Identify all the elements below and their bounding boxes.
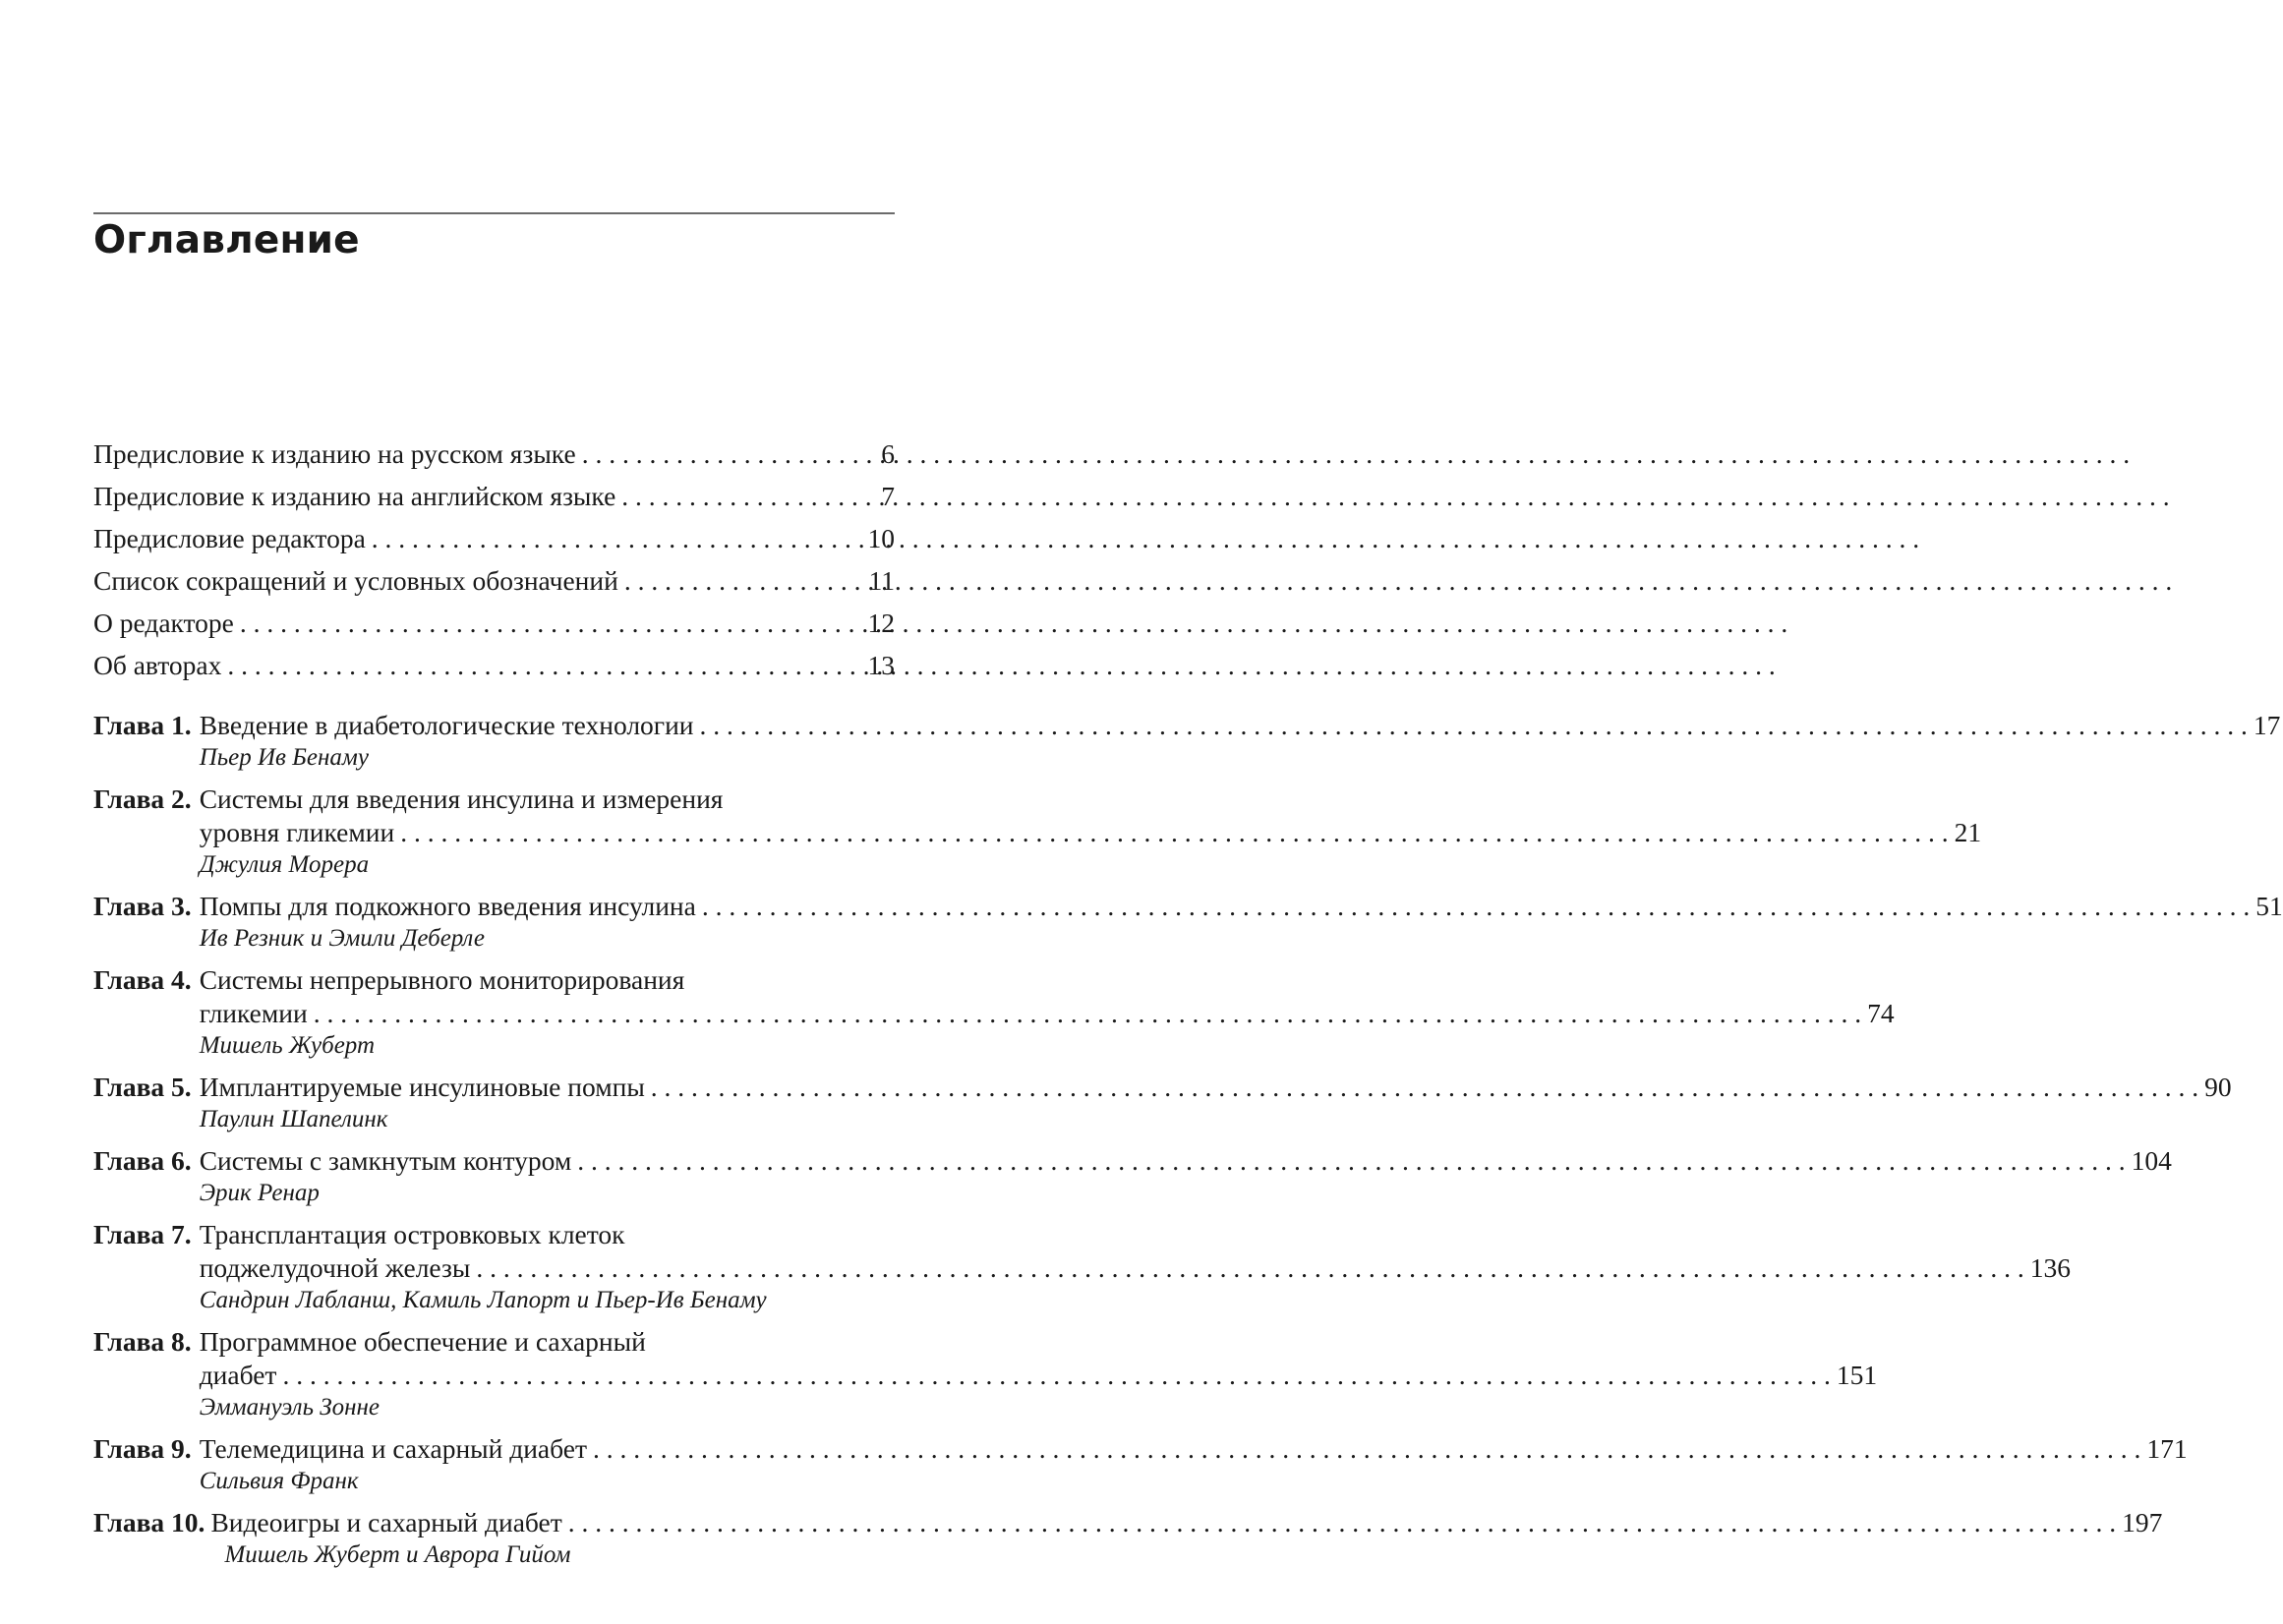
chapter-title-line: [200, 1432, 2188, 1466]
chapter-page: 151: [1836, 1360, 1878, 1390]
chapter-body: [200, 1325, 1877, 1423]
toc-entry[interactable]: [93, 608, 895, 650]
chapter-label: Глава 5.: [93, 1072, 192, 1102]
chapter-title-line: [200, 709, 2281, 742]
chapter-title-line: [200, 783, 1981, 816]
chapter-label: Глава 8.: [93, 1326, 192, 1357]
chapter-authors: Ив Резник и Эмили Деберле: [199, 925, 485, 952]
chapter-entry[interactable]: [93, 963, 1895, 1062]
chapter-authors: Пьер Ив Бенаму: [199, 744, 369, 771]
chapter-entry[interactable]: [93, 1144, 2172, 1209]
chapter-title: Имплантируемые инсулиновые помпы: [199, 1072, 645, 1102]
chapter-title-line: [200, 1144, 2172, 1178]
chapter-title: Системы с замкнутым контуром: [199, 1145, 572, 1176]
chapter-label: Глава 6.: [93, 1145, 192, 1176]
chapter-label: Глава 3.: [93, 891, 192, 921]
chapter-authors: Эрик Ренар: [199, 1180, 320, 1206]
dot-leader: [400, 816, 1948, 849]
chapter-body: [200, 890, 2283, 955]
chapter-title: Помпы для подкожного введения инсулина: [199, 891, 696, 921]
chapter-title: поджелудочной железы: [199, 1252, 471, 1283]
chapter-body: [200, 1218, 2071, 1316]
chapter-entry[interactable]: [93, 783, 1982, 881]
chapter-body: [200, 1144, 2172, 1209]
chapter-body: [210, 1506, 2162, 1571]
dot-leader: [227, 650, 861, 681]
toc-entry[interactable]: [93, 650, 895, 692]
front-matter-list: [93, 438, 895, 692]
chapter-list: [93, 709, 2283, 1571]
chapter-title: Системы для введения инсулина и измерения: [199, 783, 724, 814]
title-rule: [93, 212, 895, 214]
chapter-entry[interactable]: [93, 1325, 1878, 1423]
chapter-label: Глава 7.: [93, 1219, 192, 1249]
chapter-title-line: [200, 997, 1895, 1030]
chapter-entry[interactable]: [93, 709, 2281, 774]
chapter-body: [200, 963, 1895, 1062]
chapter-title: Трансплантация островковых клеток: [199, 1219, 625, 1249]
chapter-label: Глава 1.: [93, 710, 192, 740]
chapter-title-line: [210, 1506, 2162, 1539]
toc-entry-page: 7: [881, 481, 895, 511]
chapter-title: Телемедицина и сахарный диабет: [199, 1433, 587, 1464]
toc-entry-title: Список сокращений и условных обозначений: [93, 565, 618, 596]
chapter-title-line: [200, 816, 1981, 849]
chapter-page: 21: [1954, 817, 1982, 847]
chapter-title-line: [200, 890, 2283, 923]
dot-leader: [593, 1432, 2140, 1466]
toc-entry-page: 6: [881, 438, 895, 469]
chapter-page: 17: [2253, 710, 2281, 740]
chapter-page: 197: [2122, 1507, 2163, 1537]
dot-leader: [700, 709, 2248, 742]
chapter-authors: Мишель Жуберт: [199, 1032, 376, 1059]
chapter-label: Глава 9.: [93, 1433, 192, 1464]
toc-entry[interactable]: [93, 481, 895, 523]
toc-entry-title: О редакторе: [93, 608, 234, 638]
dot-leader: [651, 1071, 2198, 1104]
dot-leader: [702, 890, 2250, 923]
chapter-title: Введение в диабетологические технологии: [199, 710, 694, 740]
chapter-body: [200, 1432, 2188, 1497]
dot-leader: [621, 481, 875, 512]
chapter-page: 74: [1867, 998, 1895, 1028]
table-of-contents: [93, 438, 2283, 1580]
chapter-authors: Сандрин Лабланш, Камиль Лапорт и Пьер-Ив Бенаму: [199, 1287, 767, 1313]
toc-entry-title: Предисловие к изданию на английском языке: [93, 481, 616, 511]
chapter-title: диабет: [199, 1360, 277, 1390]
chapter-title-line: [200, 1325, 1877, 1359]
chapter-authors: Джулия Морера: [199, 851, 370, 878]
page-title: Оглавление: [93, 218, 360, 262]
chapter-body: [200, 1071, 2232, 1135]
toc-entry-title: Предисловие к изданию на русском языке: [93, 438, 576, 469]
chapter-authors: Эммануэль Зонне: [199, 1394, 380, 1421]
dot-leader: [577, 1144, 2125, 1178]
toc-entry-title: Предисловие редактора: [93, 523, 366, 553]
chapter-page: 104: [2131, 1145, 2172, 1176]
toc-entry-page: 12: [867, 608, 895, 638]
chapter-authors: Сильвия Франк: [199, 1468, 359, 1494]
chapter-authors: Мишель Жуберт и Аврора Гийом: [224, 1541, 571, 1568]
chapter-label: Глава 2.: [93, 783, 192, 814]
chapter-body: [200, 709, 2281, 774]
chapter-entry[interactable]: [93, 1506, 2163, 1571]
chapter-entry[interactable]: [93, 1432, 2188, 1497]
chapter-entry[interactable]: [93, 890, 2283, 955]
chapter-entry[interactable]: [93, 1218, 2071, 1316]
chapter-title-line: [200, 963, 1895, 997]
chapter-page: 90: [2204, 1072, 2232, 1102]
chapter-page: 136: [2029, 1252, 2071, 1283]
chapter-page: 51: [2255, 891, 2283, 921]
chapter-title-line: [200, 1218, 2071, 1251]
toc-entry-page: 13: [867, 650, 895, 680]
dot-leader: [582, 438, 876, 470]
toc-entry-page: 10: [867, 523, 895, 553]
toc-entry[interactable]: [93, 565, 895, 608]
dot-leader: [476, 1251, 2023, 1285]
dot-leader: [624, 565, 863, 597]
dot-leader: [568, 1506, 2116, 1539]
chapter-title: Видеоигры и сахарный диабет: [210, 1507, 562, 1537]
dot-leader: [240, 608, 862, 639]
chapter-title-line: [200, 1251, 2071, 1285]
chapter-title-line: [200, 1071, 2232, 1104]
chapter-title: Программное обеспечение и сахарный: [199, 1326, 646, 1357]
chapter-entry[interactable]: [93, 1071, 2232, 1135]
chapter-title: Системы непрерывного мониторирования: [199, 964, 685, 995]
chapter-title: уровня гликемии: [199, 817, 395, 847]
dot-leader: [372, 523, 862, 554]
chapter-title-line: [200, 1359, 1877, 1392]
toc-entry[interactable]: [93, 523, 895, 565]
chapter-page: 171: [2146, 1433, 2188, 1464]
chapter-label: Глава 4.: [93, 964, 192, 995]
toc-entry-page: 11: [868, 565, 895, 596]
chapter-label: Глава 10.: [93, 1507, 205, 1537]
toc-entry-title: Об авторах: [93, 650, 222, 680]
dot-leader: [314, 997, 1861, 1030]
dot-leader: [282, 1359, 1830, 1392]
chapter-authors: Паулин Шапелинк: [199, 1106, 388, 1132]
chapter-body: [200, 783, 1981, 881]
toc-entry[interactable]: [93, 438, 895, 481]
chapter-title: гликемии: [199, 998, 308, 1028]
